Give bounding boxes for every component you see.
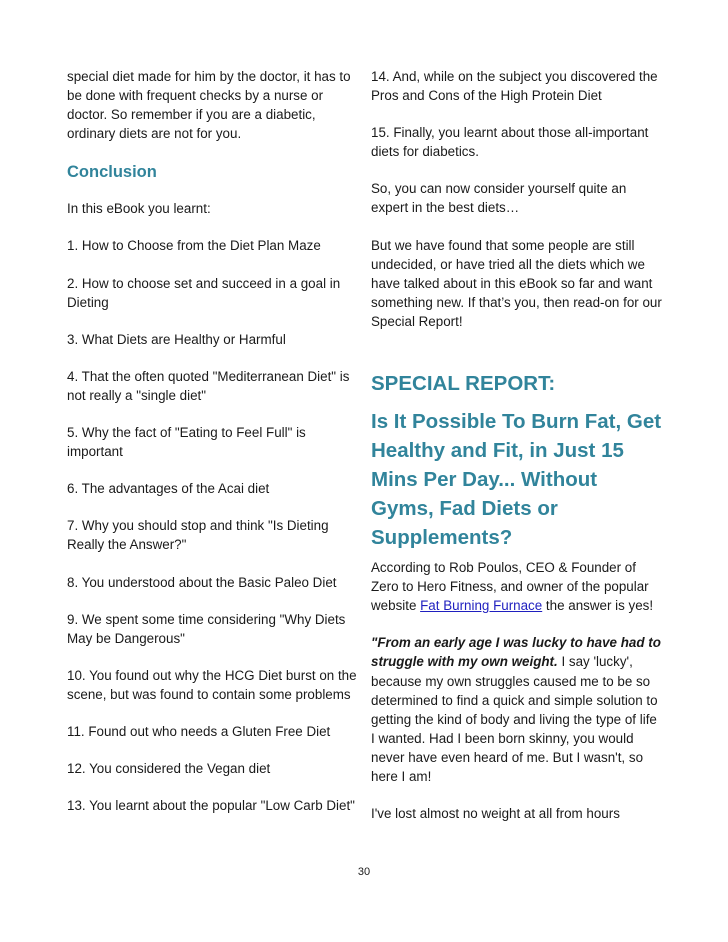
last-paragraph: I've lost almost no weight at all from hours [371,806,620,822]
list-item: 13. You learnt about the popular "Low Carb Diet" [67,798,355,814]
list-item: 1. How to Choose from the Diet Plan Maze [67,238,321,254]
right-column [371,67,663,823]
list-item: 7. Why you should stop and think "Is Dieting Really the Answer?" [67,518,329,553]
list-item: 6. The advantages of the Acai diet [67,481,270,497]
left-column [67,67,362,815]
item-15: 15. Finally, you learnt about those all-important diets for diabetics. [371,125,649,160]
list-item: 8. You understood about the Basic Paleo Diet [67,574,337,590]
expert-paragraph: So, you can now consider yourself quite an expert in the best diets… [371,181,627,216]
page-number: 30 [357,866,371,878]
list-item: 11. Found out who needs a Gluten Free Diet [67,723,331,739]
according-text: According to Rob Poulos, CEO & Founder of Zero to Hero Fitness, and owner of the popular website [371,560,649,614]
list-item: 9. We spent some time considering "Why Diets May be Dangerous" [67,611,346,646]
item-14: 14. And, while on the subject you discovered the Pros and Cons of the High Protein Diet [371,69,658,104]
list-item: 5. Why the fact of "Eating to Feel Full" is important [67,425,306,460]
special-report-subheading: Is It Possible To Burn Fat, Get Healthy and Fit, in Just 15 Mins Per Day... Without Gyms, Fad Diets or Supplements? [371,410,662,550]
according-paragraph [371,558,663,615]
according-end-text: the answer is yes! [542,598,654,614]
list-item: 4. That the often quoted "Mediterranean Diet" is not really a "single diet" [67,368,350,403]
quote-paragraph [371,633,663,786]
conclusion-heading: Conclusion [67,163,157,182]
quote-lead: "From an early age I was lucky to have had to struggle with my own weight. [371,635,661,670]
list-item: 3. What Diets are Healthy or Harmful [67,331,286,347]
special-report-heading: SPECIAL REPORT: [371,372,556,396]
intro-paragraph: special diet made for him by the doctor, it has to be done with frequent checks by a nurse or doctor. So remember if you are a diabetic, ordinary diets are not for you. [67,69,351,142]
fat-burning-furnace-link[interactable]: Fat Burning Furnace [420,598,543,614]
list-item: 12. You considered the Vegan diet [67,761,271,777]
undecided-paragraph: But we have found that some people are still undecided, or have tried all the diets which we have talked about in this eBook so far and want something new. If that’s you, then read-on for our Special Report! [371,237,662,329]
list-item: 10. You found out why the HCG Diet burst on the scene, but was found to contain some problems [67,667,357,702]
quote-text: I say 'lucky', because my own struggles caused me to be so determined to find a quick and simple solution to getting the kind of body and living the type of life I wanted. Had I been born skinny, you would never have even heard of me. But I wasn't, so here I am! [371,654,658,784]
list-item: 2. How to choose set and succeed in a goal in Dieting [67,275,341,310]
learnt-intro: In this eBook you learnt: [67,201,211,217]
